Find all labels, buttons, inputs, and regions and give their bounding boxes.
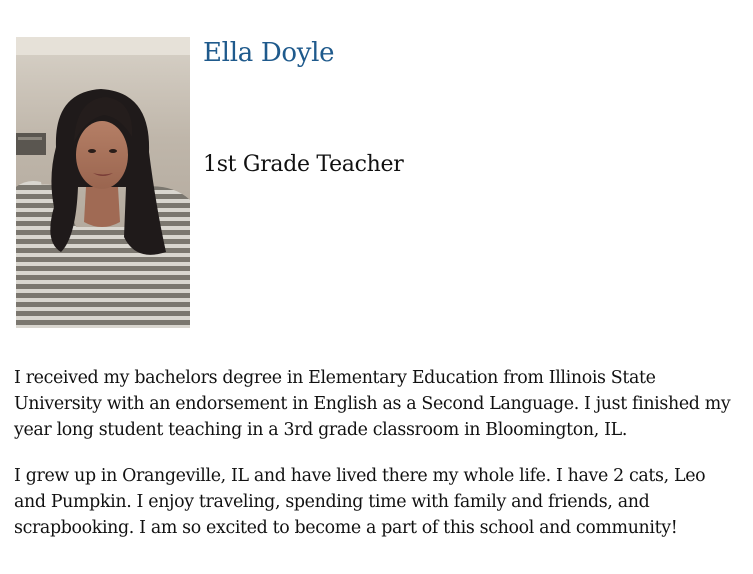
bio-paragraph-personal: I grew up in Orangeville, IL and have lived there my whole life. I have 2 cats, Leo and Pumpkin. I enjoy traveling, spending time with family and friends, and scrapbooking. I am so excited to become a part of this school and community!	[14, 466, 706, 538]
staff-bio	[14, 365, 739, 561]
staff-name: Ella Doyle	[203, 38, 335, 68]
staff-profile-header	[16, 37, 736, 329]
portrait-photo-icon	[16, 37, 190, 328]
staff-role: 1st Grade Teacher	[203, 152, 404, 177]
staff-photo	[16, 37, 190, 328]
bio-paragraph-education: I received my bachelors degree in Elementary Education from Illinois State University with an endorsement in English as a Second Language. I just finished my year long student teaching in a 3rd grade classroom in Bloomington, IL.	[14, 368, 731, 440]
